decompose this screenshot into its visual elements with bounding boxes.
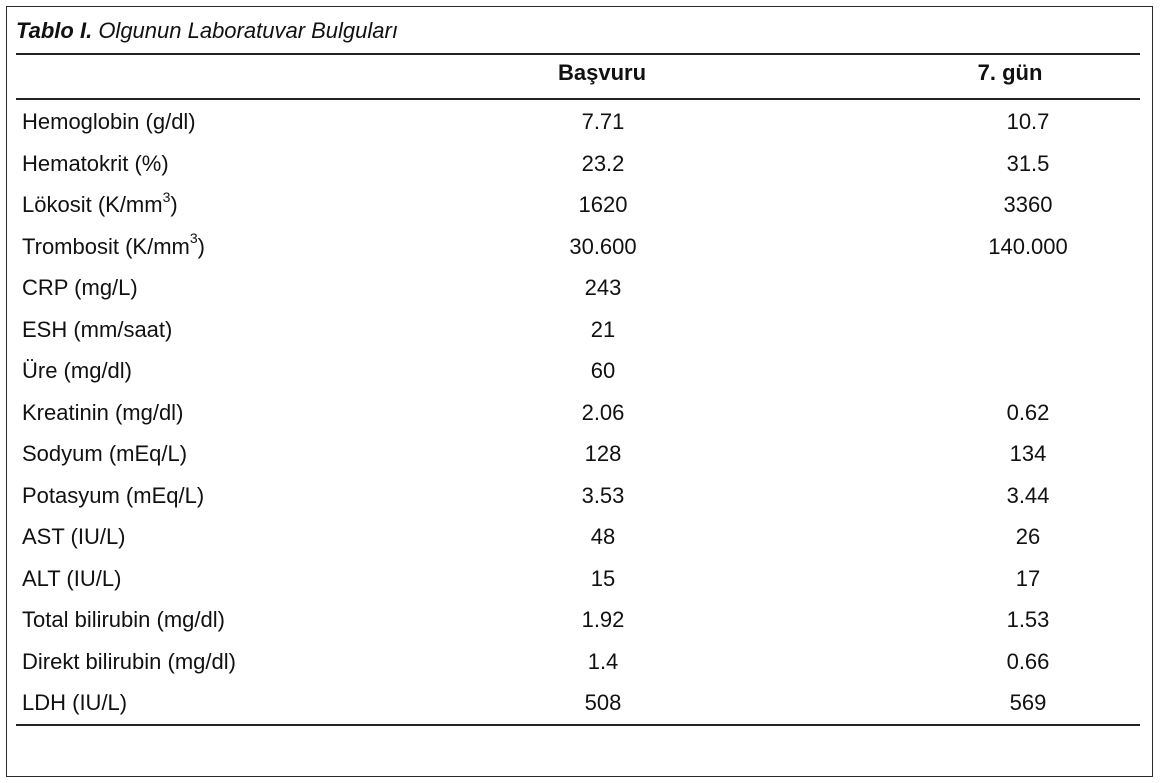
bottom-rule (16, 724, 1140, 726)
value-basvuru: 3.53 (581, 482, 625, 508)
column-header-7-gun: 7. gün (977, 60, 1043, 85)
table-row (0, 517, 1160, 559)
table-row (0, 393, 1160, 435)
column-header-basvuru: Başvuru (557, 60, 647, 85)
table-row (0, 227, 1160, 269)
value-7-gun: 31.5 (1006, 150, 1050, 176)
table-body (0, 102, 1160, 725)
value-basvuru: 7.71 (581, 109, 625, 134)
value-basvuru: 23.2 (581, 150, 625, 176)
value-7-gun: 3.44 (1006, 482, 1050, 508)
row-label: Potasyum (mEq/L) (22, 482, 205, 508)
value-7-gun: 10.7 (1006, 109, 1050, 134)
row-label: Direkt bilirubin (mg/dl) (22, 648, 236, 674)
value-basvuru: 2.06 (581, 399, 625, 425)
row-label: ALT (IU/L) (22, 565, 122, 591)
row-label: Kreatinin (mg/dl) (22, 399, 184, 425)
value-7-gun: 569 (1009, 690, 1047, 715)
row-label: Hemoglobin (g/dl) (22, 109, 196, 134)
value-7-gun: 0.66 (1006, 648, 1050, 674)
caption-title: Olgunun Laboratuvar Bulguları (98, 18, 398, 43)
value-7-gun: 1.53 (1006, 607, 1050, 632)
table-row (0, 476, 1160, 518)
table-caption (16, 18, 398, 44)
row-label: ESH (mm/saat) (22, 316, 173, 342)
value-7-gun: 140.000 (988, 233, 1068, 259)
row-label: Trombosit $(K/mm^3)$ (22, 230, 205, 259)
value-basvuru: 1620 (578, 192, 628, 217)
table-row (0, 600, 1160, 642)
value-basvuru: 1.4 (587, 648, 619, 674)
caption-label: Tablo I. (16, 18, 93, 43)
table-row (0, 351, 1160, 393)
value-basvuru: 60 (590, 358, 616, 383)
value-7-gun: 26 (1015, 524, 1041, 549)
row-label: Hematokrit (%) (22, 150, 169, 176)
value-7-gun: 0.62 (1006, 399, 1050, 425)
row-label: Lökosit $(K/mm^3)$ (22, 188, 178, 217)
value-7-gun: 3360 (1003, 192, 1053, 217)
row-label: CRP (mg/L) (22, 275, 138, 300)
table-row (0, 185, 1160, 227)
top-rule (16, 53, 1140, 55)
value-7-gun: 17 (1015, 565, 1041, 591)
value-basvuru: 128 (584, 441, 622, 466)
table-row (0, 268, 1160, 310)
header-rule (16, 98, 1140, 100)
table-row (0, 642, 1160, 684)
table-row (0, 683, 1160, 725)
row-label: Üre (mg/dl) (22, 358, 133, 383)
value-basvuru: 48 (590, 524, 616, 549)
table-row (0, 310, 1160, 352)
value-basvuru: 15 (590, 565, 616, 591)
table-row (0, 559, 1160, 601)
table-row (0, 434, 1160, 476)
value-basvuru: 30.600 (569, 233, 637, 259)
value-basvuru: 508 (584, 690, 622, 715)
value-basvuru: 21 (590, 316, 616, 342)
row-label: LDH (IU/L) (22, 690, 128, 715)
row-label: Total bilirubin (mg/dl) (22, 607, 225, 632)
value-basvuru: 1.92 (581, 607, 625, 632)
table-row (0, 144, 1160, 186)
value-7-gun: 134 (1009, 441, 1047, 466)
row-label: AST (IU/L) (22, 524, 126, 549)
row-label: Sodyum (mEq/L) (22, 441, 188, 466)
table-row (0, 102, 1160, 144)
value-basvuru: 243 (584, 275, 622, 300)
